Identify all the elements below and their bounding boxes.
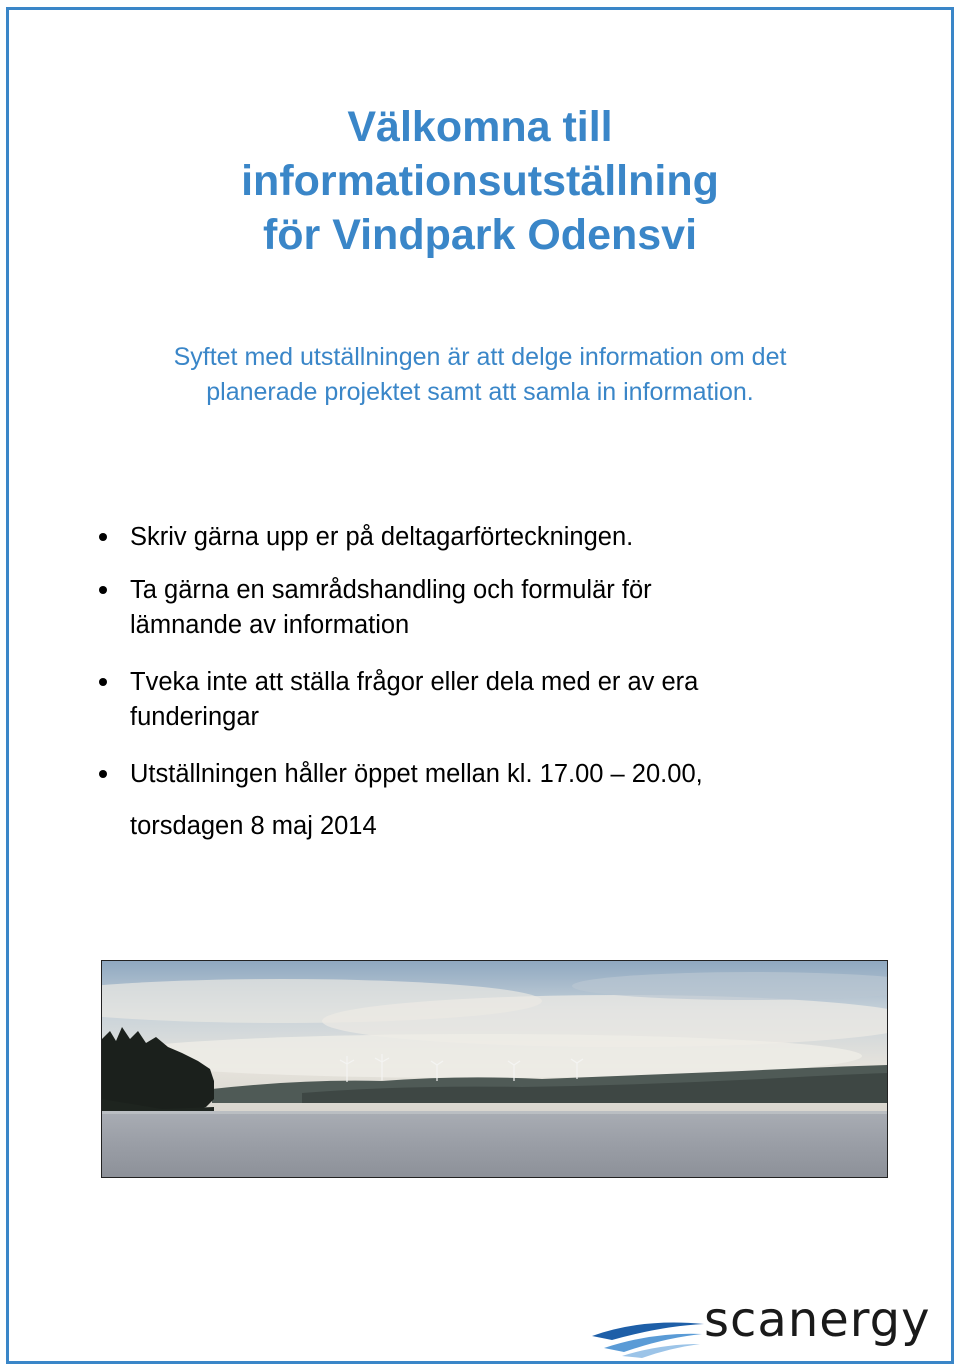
- title-line-2: informationsutställning: [241, 157, 719, 205]
- bullet-text: Tveka inte att ställa frågor eller dela med er av era: [130, 668, 699, 696]
- title-line-1: Välkomna till: [347, 103, 613, 151]
- page-title: [0, 100, 960, 262]
- lake-landscape-image: [102, 961, 887, 1177]
- landscape-photo: [101, 960, 888, 1178]
- swoosh-icon: [592, 1308, 707, 1358]
- bullet-text: Skriv gärna upp er på deltagarförteckningen.: [130, 523, 634, 551]
- intro-line-2: planerade projektet samt att samla in information.: [206, 378, 754, 406]
- bullet-icon: [99, 678, 107, 686]
- list-item: [96, 573, 876, 643]
- bullet-icon: [99, 770, 107, 778]
- list-item: [96, 665, 876, 735]
- list-item: [96, 520, 876, 555]
- list-item: [96, 757, 876, 792]
- bullet-icon: [99, 586, 107, 594]
- bullet-text: Utställningen håller öppet mellan kl. 17.00 – 20.00,: [130, 760, 703, 788]
- bullet-text: lämnande av information: [130, 611, 410, 639]
- logo-text: scanergy: [704, 1292, 931, 1348]
- title-line-3: för Vindpark Odensvi: [262, 211, 698, 259]
- intro-text: [0, 340, 960, 410]
- bullet-list: [96, 520, 876, 814]
- bullet-icon: [99, 533, 107, 541]
- intro-line-1: Syftet med utställningen är att delge information om det: [173, 343, 787, 371]
- bullet-text: Ta gärna en samrådshandling och formulär för: [130, 576, 652, 604]
- date-text: torsdagen 8 maj 2014: [130, 812, 377, 840]
- scanergy-logo: [592, 1292, 937, 1358]
- bullet-text: funderingar: [130, 703, 260, 731]
